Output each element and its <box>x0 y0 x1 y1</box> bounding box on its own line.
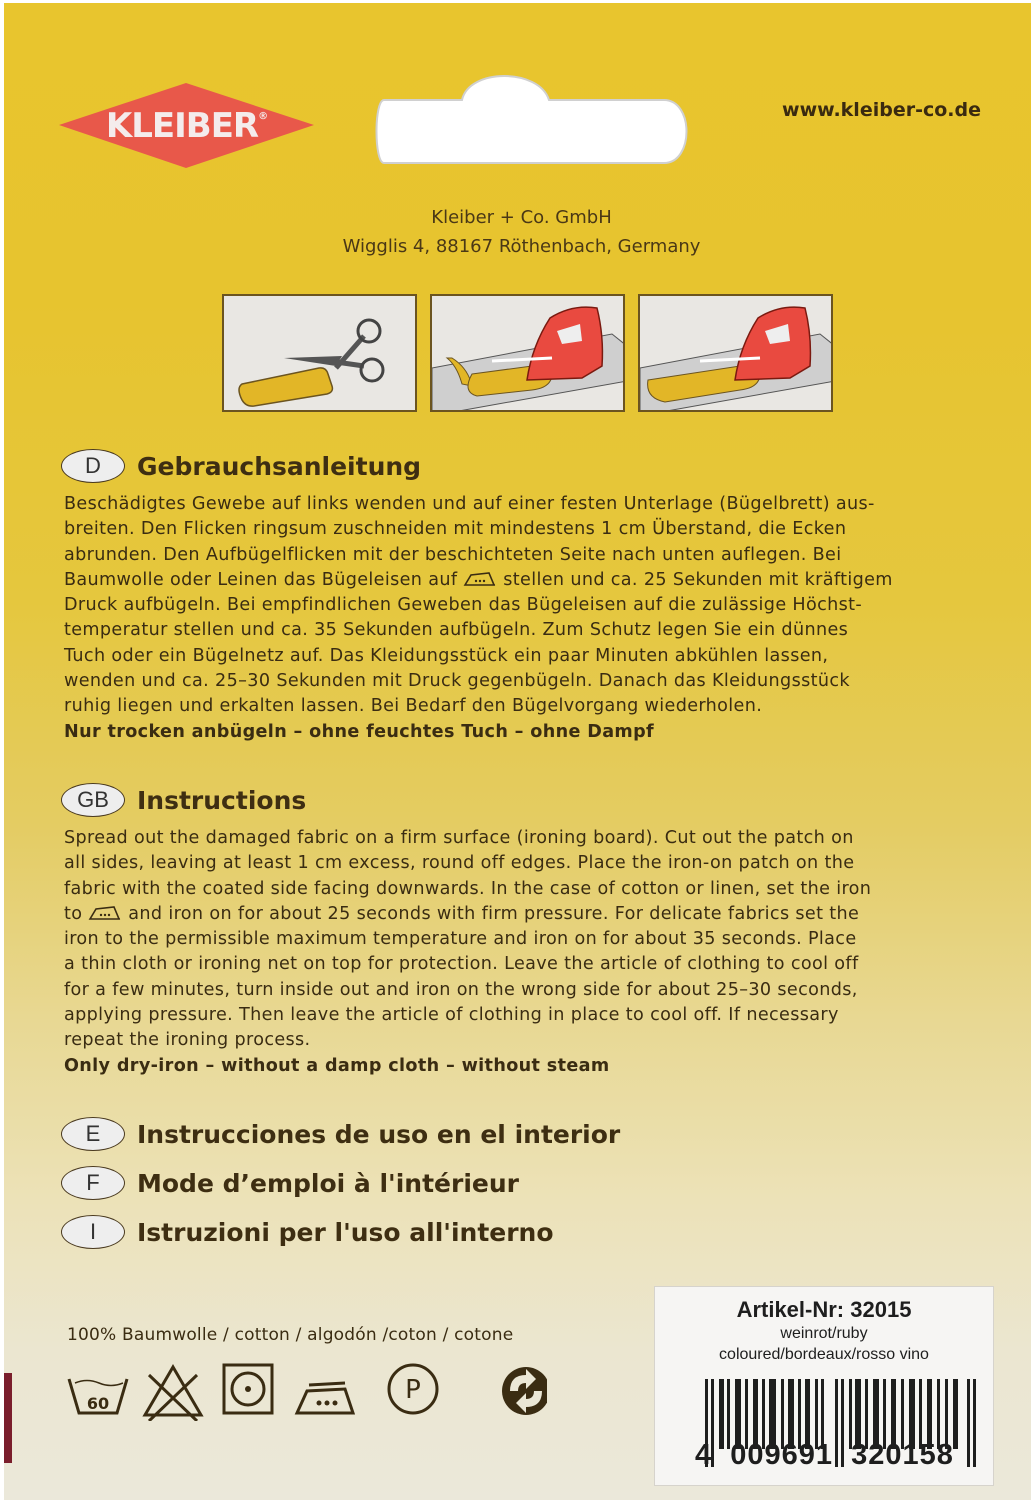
text-line: applying pressure. Then leave the article of clothing in place to cool off. If necessary <box>64 1005 839 1026</box>
tumble-dry-icon <box>224 1365 272 1413</box>
lang-badge-fr: F <box>61 1166 125 1200</box>
svg-text:60: 60 <box>86 1394 110 1413</box>
section-gb-title: Instructions <box>137 785 307 815</box>
material-composition: 100% Baumwolle / cotton / algodón /coton / cotone <box>67 1325 514 1345</box>
text-segment: Baumwolle oder Leinen das Bügeleisen auf <box>64 569 458 590</box>
text-line: ruhig liegen und erkalten lassen. Bei Bedarf den Bügelvorgang wiederholen. <box>64 696 763 717</box>
text-line: Tuch oder ein Bügelnetz auf. Das Kleidungsstück ein paar Minuten abkühlen lassen, <box>64 645 829 666</box>
lang-badge-es: E <box>61 1117 125 1151</box>
warning-text: Only dry-iron – without a damp cloth – without steam <box>64 1055 610 1076</box>
section-it-title: Istruzioni per l'uso all'interno <box>137 1217 554 1247</box>
instruction-steps <box>222 294 833 412</box>
svg-text:P: P <box>405 1375 421 1405</box>
text-line: iron to the permissible maximum temperature and iron on for about 35 seconds. Place <box>64 929 857 950</box>
company-name: Kleiber + Co. GmbH <box>431 207 612 228</box>
section-gb-body <box>64 826 994 1079</box>
section-de-title: Gebrauchsanleitung <box>137 451 422 481</box>
company-address <box>4 203 1035 261</box>
text-line: for a few minutes, turn inside out and iron on the wrong side for about 25–30 seconds, <box>64 979 858 1000</box>
section-gb-header <box>61 783 306 817</box>
text-line: Druck aufbügeln. Bei empfindlichen Geweben das Bügeleisen auf die zulässige Höchst- <box>64 595 863 616</box>
text-line: wenden und ca. 25–30 Sekunden mit Druck gegenbügeln. Danach das Kleidungsstück <box>64 671 850 692</box>
text-segment: to <box>64 903 83 924</box>
text-line: all sides, leaving at least 1 cm excess, round off edges. Place the iron-on patch on the <box>64 853 855 874</box>
iron-setting-icon <box>88 903 122 921</box>
iron-icon <box>640 296 833 412</box>
text-line: temperatur stellen und ca. 35 Sekunden aufbügeln. Zum Schutz legen Sie ein dünnes <box>64 620 849 641</box>
lang-badge-gb: GB <box>61 783 125 817</box>
text-line: a thin cloth or ironing net on top for protection. Leave the article of clothing to cool off <box>64 954 859 975</box>
article-number: Artikel-Nr: 32015 <box>736 1297 912 1322</box>
text-line: breiten. Den Flicken ringsum zuschneiden mit mindestens 1 cm Überstand, die Ecken <box>64 519 847 540</box>
text-line: Spread out the damaged fabric on a firm surface (ironing board). Cut out the patch on <box>64 828 854 848</box>
section-it-header <box>61 1215 554 1249</box>
barcode-number: 4 009691 320158 <box>695 1439 954 1471</box>
text-line: Beschädigtes Gewebe auf links wenden und auf einer festen Unterlage (Bügelbrett) aus- <box>64 494 875 514</box>
registered-mark: ® <box>258 111 268 122</box>
text-line <box>64 902 994 927</box>
section-es-title: Instrucciones de uso en el interior <box>137 1119 621 1149</box>
section-de-header <box>61 449 421 483</box>
section-fr-title: Mode d’emploi à l'intérieur <box>137 1168 519 1198</box>
scissors-icon <box>224 296 417 412</box>
product-label <box>654 1286 994 1486</box>
section-es-header <box>61 1117 620 1151</box>
hanger-hole <box>374 58 704 168</box>
logo-text: KLEIBER <box>105 105 259 146</box>
street-city: Wigglis 4, 88167 Röthenbach, Germany <box>342 236 701 257</box>
wash-60-icon <box>69 1379 127 1413</box>
text-segment: and iron on for about 25 seconds with firm pressure. For delicate fabrics set the <box>128 903 860 924</box>
iron-setting-icon <box>463 569 497 587</box>
packaging-back <box>4 3 1031 1500</box>
website-link[interactable]: www.kleiber-co.de <box>782 99 981 121</box>
lang-badge-de: D <box>61 449 125 483</box>
dry-clean-p-icon <box>389 1365 437 1413</box>
text-line <box>64 568 994 593</box>
section-fr-header <box>61 1166 519 1200</box>
color-name-1: weinrot/ruby <box>780 1325 868 1342</box>
green-dot-recycling-icon <box>502 1367 547 1415</box>
iron-3-dots-icon <box>297 1383 353 1413</box>
text-segment: stellen und ca. 25 Sekunden mit kräftigem <box>503 569 893 590</box>
step-iron-full <box>638 294 833 412</box>
section-de-body <box>64 492 994 745</box>
step-cut <box>222 294 417 412</box>
step-iron-edge <box>430 294 625 412</box>
color-name-2: coloured/bordeaux/rosso vino <box>719 1346 929 1363</box>
lang-badge-it: I <box>61 1215 125 1249</box>
text-line: fabric with the coated side facing downwards. In the case of cotton or linen, set the iron <box>64 878 872 899</box>
warning-text: Nur trocken anbügeln – ohne feuchtes Tuch – ohne Dampf <box>64 721 655 742</box>
iron-icon <box>432 296 625 412</box>
fabric-edge <box>4 1373 12 1463</box>
no-bleach-icon <box>145 1367 201 1421</box>
text-line: repeat the ironing process. <box>64 1030 311 1051</box>
care-symbols <box>67 1361 547 1425</box>
text-line: abrunden. Den Aufbügelflicken mit der beschichteten Seite nach unten auflegen. Bei <box>64 544 842 565</box>
kleiber-logo <box>59 83 314 168</box>
